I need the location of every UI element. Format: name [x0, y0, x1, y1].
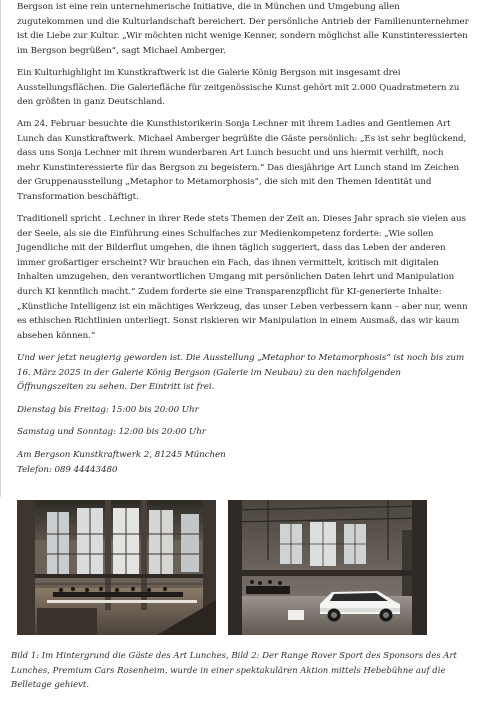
opening-hours-weekend: Samstag und Sonntag: 12:00 bis 20:00 Uhr: [17, 427, 206, 437]
photo-range-rover-hall: [228, 500, 427, 635]
paragraph-art-lunch: Am 24. Februar besuchte die Kunsthistorikerin Sonja Lechner mit ihrem Ladies and Gentlemen Art Lunch das Kunstkraftwerk. Michael Amberger begrüßte die Gäste persönlich: „Es ist sehr beglückend, dass uns Sonja Lechner mit ihrem wunderbaren Art Lunch besucht und uns hiermit verhilft, noch mehr Kunstinteressierte für das Bergson zu begeistern.“ Das diesjährige Art Lunch stand im Zeichen der Gruppenausstellung „Metaphor to Metamorphosis“, die sich mit den Themen Identität und Transformation beschäftigt.: [17, 119, 467, 202]
photo-art-lunch-hall: [17, 500, 216, 635]
contact-block: [17, 448, 226, 477]
paragraph-exhibition-info: Und wer jetzt neugierig geworden ist. Die Ausstellung „Metaphor to Metamorphosis“ ist noch bis zum 16. März 2025 in der Galerie König Bergson (Galerie im Neubau) zu den nachfolgenden Öffnungszeiten zu sehen. Der Eintritt ist frei.: [17, 353, 465, 393]
paragraph-intro: Bergson ist eine rein unternehmerische Initiative, die in München und Umgebung allen zugutekommen und die Kulturlandschaft bereichert. Der persönliche Antrieb der Familienunternehmer ist die Liebe zur Kultur. „Wir möchten nicht wenige Kenner, sondern möglichst alle Kunstinteressierten im Bergson begrüßen“, sagt Michael Amberger.: [17, 2, 469, 56]
address-line: Am Bergson Kunstkraftwerk 2, 81245 München: [17, 450, 226, 460]
left-divider-line: [0, 0, 1, 497]
opening-hours-weekdays: Dienstag bis Freitag: 15:00 bis 20:00 Uhr: [17, 405, 199, 415]
paragraph-gallery: Ein Kulturhighlight im Kunstkraftwerk ist die Galerie König Bergson mit insgesamt drei Ausstellungsflächen. Die Galeriefläche für zeitgenössische Kunst gehört mit 2.000 Quadratmetern zu den größten in ganz Deutschland.: [17, 68, 460, 108]
paragraph-speech: Traditionell spricht . Lechner in ihrer Rede stets Themen der Zeit an. Dieses Jahr sprach sie vielen aus der Seele, als sie die Einführung eines Schulfaches zur Medienkompetenz forderte: „Wie sollen Jugendliche mit der Bilderflut umgehen, die ihnen täglich suggeriert, dass das Leben der anderen immer großartiger erscheint? Wir brauchen ein Fach, das ihnen vermittelt, kritisch mit digitalen Inhalten umzugehen, den verantwortlichen Umgang mit persönlichen Daten lehrt und Manipulation durch KI kenntlich macht.“ Zudem forderte sie eine Transparenzpflicht für KI-generierte Inhalte: „Künstliche Intelligenz ist ein mächtiges Werkzeug, das unser Leben verbessern kann – aber nur, wenn es ethischen Richtlinien unterliegt. Sonst riskieren wir Manipulation in einem Ausmaß, das wir kaum absehen können.“: [17, 214, 468, 341]
photo-caption: Bild 1: Im Hintergrund die Gäste des Art Lunches, Bild 2: Der Range Rover Sport des Sponsors des Art Lunches, Premium Cars Rosenheim, wurde in einer spektakulären Aktion mittels Hebebühne auf die Belletage gehievt.: [11, 651, 457, 690]
phone-line: Telefon: 089 44443480: [17, 464, 118, 475]
